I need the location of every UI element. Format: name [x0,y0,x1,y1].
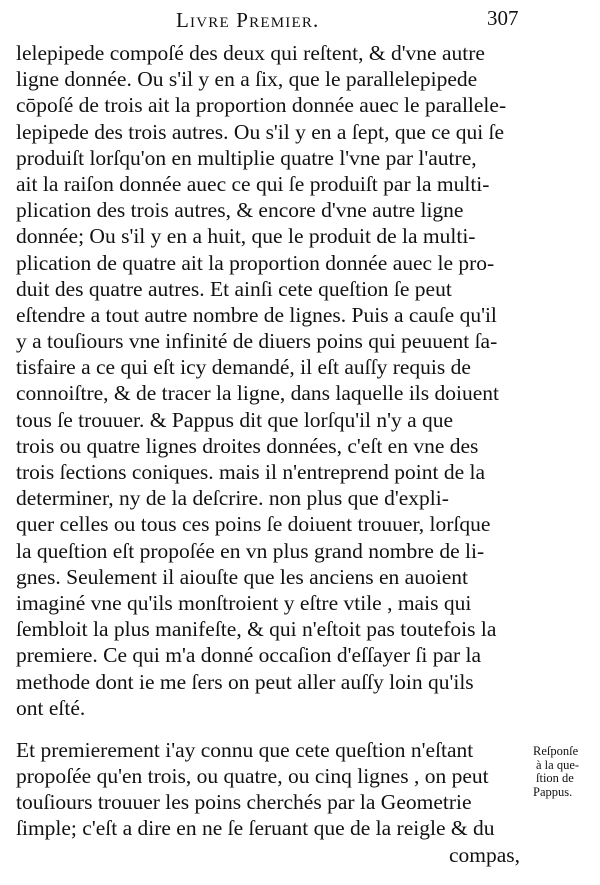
text-line: ont eſté. [16,695,86,720]
text-line: ligne donnée. Ou s'il y en a ſix, que le parallelepipede [16,67,478,92]
text-line: la queſtion eſt propoſée en vn plus grand nombre de li- [16,538,485,563]
text-line: touſiours trouuer les poins cherchés par la Geometrie [16,790,472,815]
text-line: Et premierement i'ay connu que cete queſtion n'eſtant [16,737,474,762]
text-line: plication de quatre ait la proportion donnée auec le pro- [16,250,495,275]
page-number: 307 [487,6,519,30]
margin-note-line: Pappus. [533,784,573,799]
page-header [0,2,600,32]
catchword: compas, [448,842,520,867]
text-line: plication des trois autres, & encore d'vne autre ligne [16,198,464,223]
text-line: tisfaire a ce qui eſt icy demandé, il eſt auſſy requis de [16,355,471,380]
text-line: donnée; Ou s'il y en a huit, que le produit de la multi- [16,224,476,249]
text-line: methode dont ie me ſers on peut aller auſſy loin qu'ils [16,669,474,694]
text-line: cōpoſé de trois ait la proportion donnée auec le parallele- [16,93,507,118]
text-line: propoſée qu'en trois, ou quatre, ou cinq lignes , on peut [16,764,489,789]
paragraph-response [16,737,524,842]
text-line: premiere. Ce qui m'a donné occaſion d'eſſayer ſi par la [16,643,482,668]
text-line: ſimple; c'eſt a dire en ne ſe ſeruant que de la reigle & du [16,816,495,841]
text-line: ſembloit la plus manifeſte, & qui n'eſtoit pas toutefois la [16,617,497,642]
margin-note [533,745,597,799]
paragraph-continued [16,40,524,721]
text-line: lepipede des trois autres. Ou s'il y en a ſept, que ce qui ſe [16,119,505,144]
text-line: eſtendre a tout autre nombre de lignes. Puis a cauſe qu'il [16,302,497,327]
text-block [16,40,524,868]
text-line: duit des quatre autres. Et ainſi cete queſtion ſe peut [16,276,452,301]
text-line: tous ſe trouuer. & Pappus dit que lorſqu'il n'y a que [16,407,454,432]
text-line: trois ou quatre lignes droites données, c'eſt en vne des [16,433,479,458]
text-line: connoiſtre, & de tracer la ligne, dans laquelle ils doiuent [16,381,499,406]
text-line: quer celles ou tous ces poins ſe doiuent trouuer, lorſque [16,512,491,537]
text-line: determiner, ny de la deſcrire. non plus que d'expli- [16,486,449,511]
margin-note-line: Reſponſe [533,744,579,758]
running-head: Livre Premier. [176,8,320,32]
text-line: ait la raiſon donnée auec ce qui ſe produiſt par la multi- [16,171,490,196]
text-line: produiſt lorſqu'on en multiplie quatre l'vne par l'autre, [16,145,477,170]
text-line: gnes. Seulement il aiouſte que les anciens en auoient [16,564,468,589]
margin-note-line: ſtion de [536,771,574,785]
margin-note-line: à la que- [536,757,580,772]
paragraph-gap [16,721,524,737]
text-line: trois ſections coniques. mais il n'entreprend point de la [16,460,486,484]
text-line: lelepipede compoſé des deux qui reſtent, & d'vne autre [16,41,485,65]
text-line: y a touſiours vne infinité de diuers poins qui peuuent ſa- [16,329,498,354]
text-line: imaginé vne qu'ils monſtroient y eſtre vtile , mais qui [16,590,472,615]
